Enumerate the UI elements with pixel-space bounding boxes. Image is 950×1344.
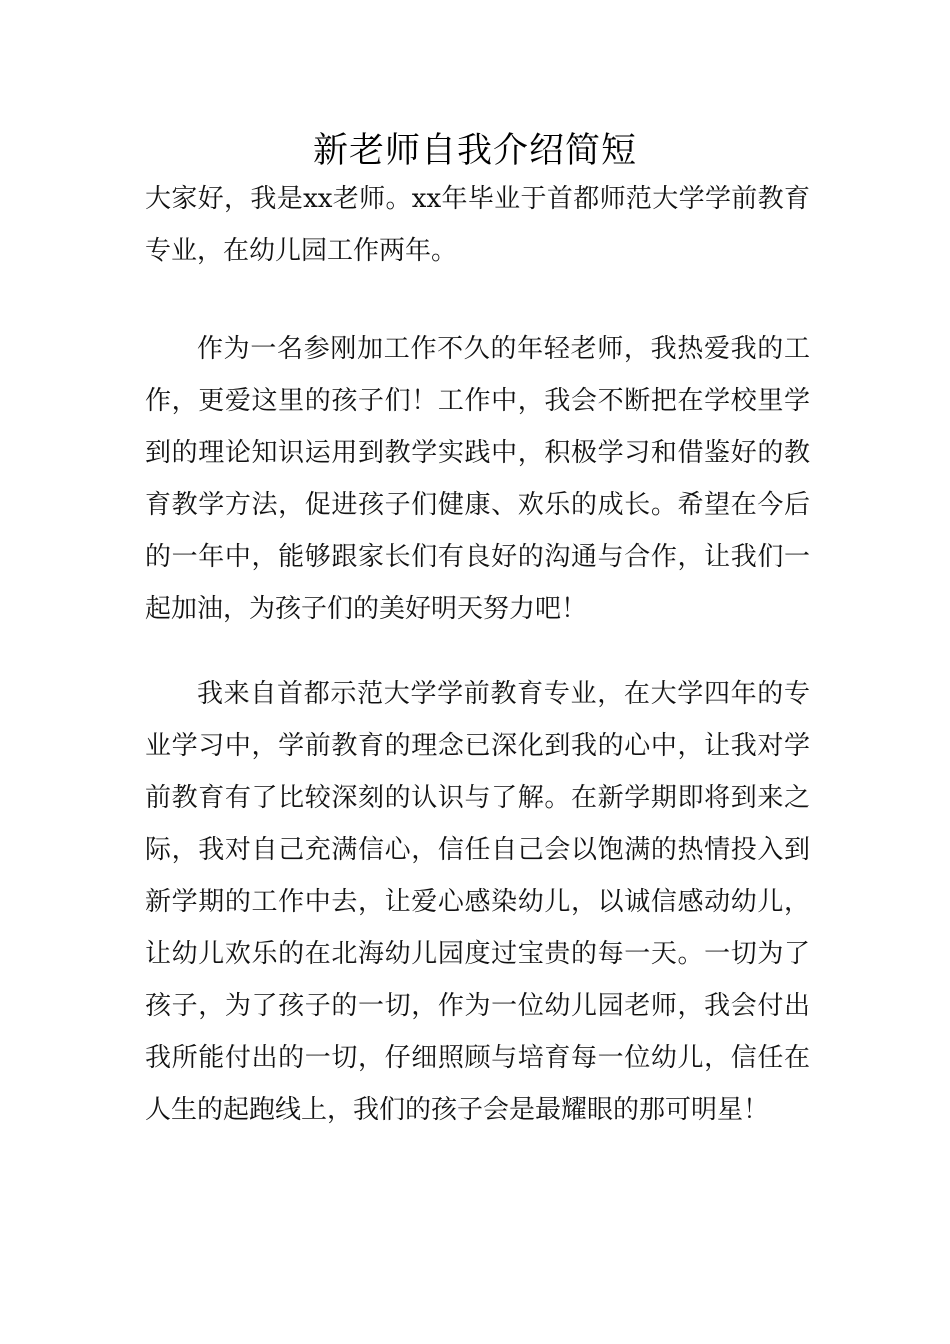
document-title: 新老师自我介绍简短 [312, 131, 637, 171]
paragraph-intro: 大家好，我是xx老师。xx年毕业于首都师范大学学前教育专业，在幼儿园工作两年。 [145, 184, 810, 266]
paragraph-background: 我来自首都示范大学学前教育专业，在大学四年的专业学习中，学前教育的理念已深化到我的心中，让我对学前教育有了比较深刻的认识与了解。在新学期即将到来之际，我对自己充满信心，信任自己会以饱满的热情投入到新学期的工作中去，让爱心感染幼儿，以诚信感动幼儿，让幼儿欢乐的在北海幼儿园度过宝贵的每一天。一切为了孩子，为了孩子的一切，作为一位幼儿园老师，我会付出我所能付出的一切，仔细照顾与培育每一位幼儿，信任在人生的起跑线上，我们的孩子会是最耀眼的那可明星！ [145, 679, 810, 1125]
paragraph-work-attitude: 作为一名参刚加工作不久的年轻老师，我热爱我的工作，更爱这里的孩子们！工作中，我会不断把在学校里学到的理论知识运用到教学实践中，积极学习和借鉴好的教育教学方法，促进孩子们健康、欢乐的成长。希望在今后的一年中，能够跟家长们有良好的沟通与合作，让我们一起加油，为孩子们的美好明天努力吧！ [145, 334, 810, 624]
